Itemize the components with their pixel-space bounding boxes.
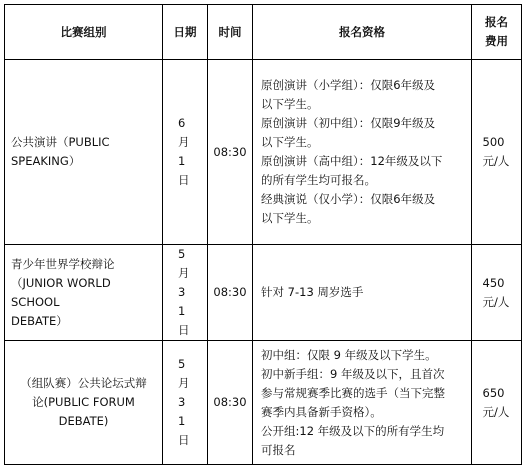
- category-line: SPEAKING）: [11, 154, 81, 168]
- eligibility-line: 赛季内具备新手资格）。: [261, 404, 382, 419]
- header-fee: 报名费用: [472, 5, 522, 60]
- fee-cell: 500元/人: [472, 60, 522, 245]
- category-line: 论(PUBLIC FORUM DEBATE): [32, 395, 135, 428]
- category-cell: [5, 245, 163, 341]
- header-row: [5, 5, 522, 60]
- header-date: 日期: [163, 5, 208, 60]
- eligibility-line: 以下学生。: [261, 97, 319, 111]
- category-line: DEBATE）: [11, 313, 68, 328]
- eligibility-line: 初中新手组：9 年级及以下，且首次: [261, 366, 445, 381]
- category-line: （JUNIOR WORLD SCHOOL: [11, 275, 111, 309]
- category-line: 青少年世界学校辩论: [11, 256, 115, 271]
- category-cell: [5, 60, 163, 245]
- table-row: [5, 60, 522, 245]
- date-cell: 5月31日: [163, 341, 208, 465]
- eligibility-line: 可报名: [261, 442, 296, 457]
- category-line: （组队赛）公共论坛式辩: [20, 376, 147, 390]
- eligibility-line: 原创演讲（小学组）：仅限6年级及: [261, 78, 436, 92]
- eligibility-line: 参与常规赛季比赛的选手（当下完整: [261, 385, 445, 400]
- eligibility-line: 初中组：仅限 9 年级及以下学生。: [261, 347, 437, 362]
- table-row: [5, 341, 522, 465]
- eligibility-line: 经典演说（仅小学）：仅限6年级及: [261, 192, 436, 206]
- header-eligibility: 报名资格: [253, 5, 472, 60]
- eligibility-cell: [253, 245, 472, 341]
- eligibility-line: 针对 7-13 周岁选手: [261, 285, 364, 299]
- eligibility-cell: [253, 341, 472, 465]
- category-cell: [5, 341, 163, 465]
- eligibility-line: 原创演讲（初中组）：仅限9年级及: [261, 116, 436, 130]
- time-cell: 08:30: [208, 341, 253, 465]
- header-time: 时间: [208, 5, 253, 60]
- date-cell: 6月1日: [163, 60, 208, 245]
- header-category: 比赛组别: [5, 5, 163, 60]
- eligibility-line: 公开组:12 年级及以下的所有学生均: [261, 423, 445, 438]
- eligibility-cell: [253, 60, 472, 245]
- competition-table: [4, 4, 522, 465]
- fee-cell: 650元/人: [472, 341, 522, 465]
- time-cell: 08:30: [208, 245, 253, 341]
- date-cell: 5月31日: [163, 245, 208, 341]
- fee-cell: 450元/人: [472, 245, 522, 341]
- time-cell: 08:30: [208, 60, 253, 245]
- eligibility-line: 的所有学生均可报名。: [261, 173, 376, 187]
- category-line: 公共演讲（PUBLIC: [11, 135, 110, 149]
- eligibility-line: 原创演讲（高中组）：12年级及以下: [261, 154, 443, 168]
- eligibility-line: 以下学生。: [261, 135, 319, 149]
- eligibility-line: 以下学生。: [261, 211, 319, 225]
- table-row: [5, 245, 522, 341]
